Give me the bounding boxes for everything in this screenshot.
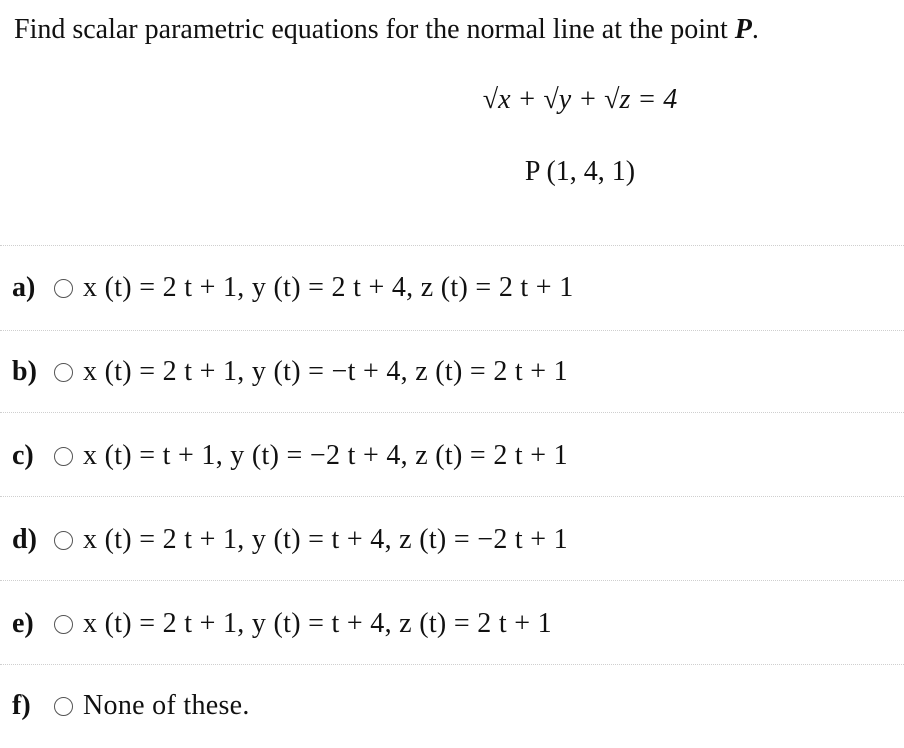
option-a[interactable]	[12, 268, 574, 308]
option-letter: a)	[12, 272, 36, 303]
point-label: P	[734, 14, 752, 45]
radio-button[interactable]	[54, 447, 73, 466]
divider	[0, 496, 904, 497]
option-letter: f)	[12, 690, 31, 721]
option-d[interactable]	[12, 520, 568, 560]
option-f[interactable]	[12, 686, 250, 726]
option-letter: d)	[12, 524, 37, 555]
surface-equation	[0, 84, 904, 116]
option-text: x (t) = 2 t + 1, y (t) = t + 4, z (t) = 2 t + 1	[83, 608, 552, 639]
question-text	[14, 12, 759, 48]
option-b[interactable]	[12, 352, 568, 392]
point-coordinates-text: P (1, 4, 1)	[524, 156, 636, 187]
option-text: x (t) = 2 t + 1, y (t) = 2 t + 4, z (t) = 2 t + 1	[83, 272, 574, 303]
option-c[interactable]	[12, 436, 568, 476]
radio-button[interactable]	[54, 279, 73, 298]
divider	[0, 412, 904, 413]
option-letter: e)	[12, 608, 34, 639]
radio-button[interactable]	[54, 363, 73, 382]
point-coordinates	[0, 156, 904, 188]
option-text: x (t) = t + 1, y (t) = −2 t + 4, z (t) = 2 t + 1	[83, 440, 568, 471]
option-e[interactable]	[12, 604, 552, 644]
option-letter: b)	[12, 356, 37, 387]
option-text: None of these.	[83, 690, 250, 721]
radio-button[interactable]	[54, 615, 73, 634]
divider	[0, 330, 904, 331]
radio-button[interactable]	[54, 531, 73, 550]
divider	[0, 664, 904, 665]
divider	[0, 580, 904, 581]
radio-button[interactable]	[54, 697, 73, 716]
option-text: x (t) = 2 t + 1, y (t) = t + 4, z (t) = −2 t + 1	[83, 524, 568, 555]
surface-equation-text: √x + √y + √z = 4	[482, 84, 678, 115]
question-prefix: Find scalar parametric equations for the normal line at the point	[14, 14, 728, 45]
divider	[0, 245, 904, 246]
question-suffix: .	[751, 14, 759, 45]
option-text: x (t) = 2 t + 1, y (t) = −t + 4, z (t) = 2 t + 1	[83, 356, 568, 387]
option-letter: c)	[12, 440, 34, 471]
